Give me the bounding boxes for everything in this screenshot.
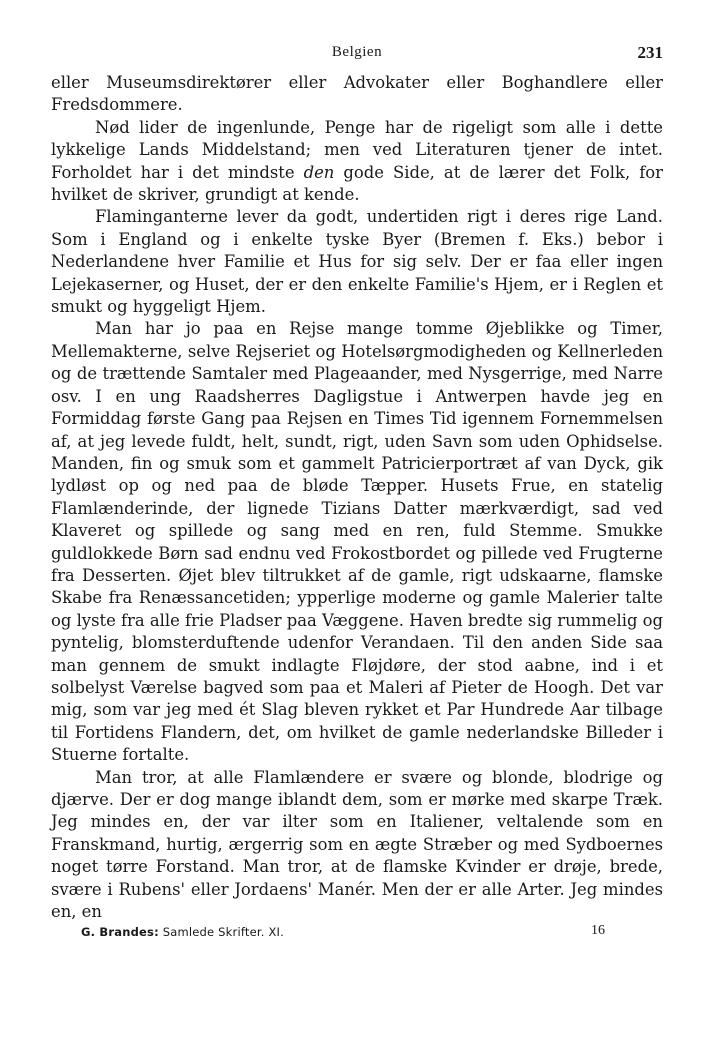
signature-author: G. Brandes: — [81, 925, 159, 940]
paragraph-4: Man har jo paa en Rejse mange tomme Øjeblikke og Timer, Mellemakterne, selve Rejseriet og Hotelsørgmodigheden og Kellnerleden og de trættende Samtaler med Plageaander, med Nysgerrige, med Narre osv. I en ung Raadsherres Dagligstue i Antwerpen havde jeg en Formiddag første Gang paa Rejsen en Times Tid igennem Fornemmelsen af, at jeg levede fuldt, helt, sundt, rigt, uden Savn som uden Ophidselse. Manden, fin og smuk som et gammelt Patricierportræt af van Dyck, gik lydløst op og ned paa de bløde Tæpper. Husets Frue, en statelig Flamlænderinde, der lignede Tizians Datter mærkværdigt, sad ved Klaveret og spillede og sang med en ren, fuld Stemme. Smukke guldlokkede Børn sad endnu ved Frokostbordet og pillede ved Frugterne fra Desserten. Øjet blev tiltrukket af de gamle, rigt udskaarne, flamske Skabe fra Renæssancetiden; ypperlige moderne og gamle Malerier talte og lyste fra alle frie Pladser paa Væggene. Haven bredte sig rummelig og pyntelig, blomsterduftende udenfor Verandaen. Til den anden Side saa man gennem de smukt indlagte Fløjdøre, der stod aabne, ind i et solbelyst Værelse bagved som paa et Maleri af Pieter de Hoogh. Det var mig, som var jeg med ét Slag bleven rykket et Par Hundrede Aar tilbage til Fortidens Flandern, det, om hvilket de gamle nederlandske Billeder i Stuerne fortalte. — [51, 319, 664, 765]
printer-signature — [81, 925, 284, 939]
page-footer — [51, 923, 663, 941]
body-text — [51, 72, 663, 923]
signature-work: Samlede Skrifter. XI. — [158, 925, 285, 940]
paragraph-2-part-1: Nød lider de ingenlunde, Penge har de rigeligt som alle i dette lykkelige Lands Middelstand; men ved Literaturen tjener de intet. Forholdet har i det mindste — [51, 117, 663, 182]
page-number: 231 — [637, 43, 663, 62]
book-page — [51, 44, 663, 941]
paragraph-3: Flaminganterne lever da godt, undertiden rigt i deres rige Land. Som i England og i enkelte tyske Byer (Bremen f. Eks.) bebor i Nederlandene hver Familie et Hus for sig selv. Der er faa eller ingen Lejekaserner, og Huset, der er den enkelte Familie's Hjem, er i Reglen et smukt og hyggeligt Hjem. — [51, 207, 663, 317]
paragraph-2-part-2: gode Side, at de lærer det Folk, for hvilket de skriver, grundigt at kende. — [51, 162, 664, 205]
paragraph-2 — [51, 117, 663, 207]
paragraph-1: eller Museumsdirektører eller Advokater eller Boghandlere eller Fredsdommere. — [51, 73, 663, 115]
paragraph-5: Man tror, at alle Flamlændere er svære og blonde, blodrige og djærve. Der er dog mange iblandt dem, som er mørke med skarpe Træk. Jeg mindes en, der var ilter som en Italiener, veltalende som en Franskmand, hurtig, ærgerrig som en ægte Stræber og med Sydboernes noget tørre Forstand. Man tror, at de flamske Kvinder er drøje, brede, svære i Rubens' eller Jordaens' Manér. Men der er alle Arter. Jeg mindes en, en — [51, 767, 663, 922]
running-title: Belgien — [331, 44, 383, 60]
emphasized-word: den — [303, 162, 335, 182]
sheet-number: 16 — [591, 923, 605, 939]
page-header — [51, 44, 663, 68]
